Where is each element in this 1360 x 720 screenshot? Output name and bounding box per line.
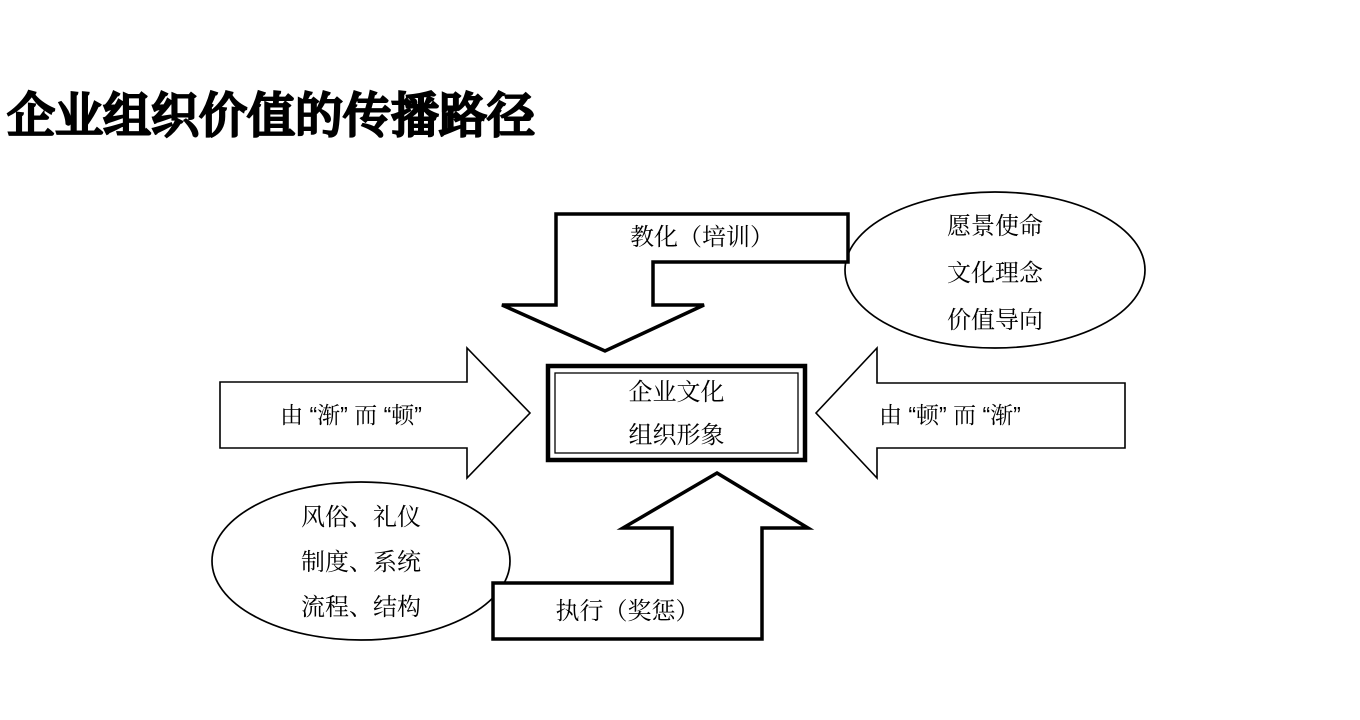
left-arrow-label: 由 “渐” 而 “顿” [280, 401, 422, 428]
top-arrow-label: 教化（培训） [630, 224, 774, 251]
vision-ellipse-line-3: 价值导向 [947, 307, 1043, 334]
center-box [548, 371, 805, 457]
bottom-arrow-label: 执行（奖惩） [555, 597, 700, 625]
center-box-line-1: 企业文化 [628, 379, 725, 406]
right-arrow-label: 由 “顿” 而 “渐” [879, 402, 1021, 428]
vision-ellipse-line-2: 文化理念 [947, 260, 1043, 287]
customs-ellipse-line-2: 制度、系统 [301, 549, 421, 576]
vision-ellipse [845, 203, 1145, 344]
customs-ellipse-line-3: 流程、结构 [301, 594, 421, 621]
customs-ellipse-line-1: 风俗、礼仪 [301, 504, 421, 531]
center-box-line-2: 组织形象 [628, 422, 725, 449]
customs-ellipse [212, 495, 510, 630]
page-title: 企业组织价值的传播路径 [7, 90, 536, 143]
vision-ellipse-line-1: 愿景使命 [947, 213, 1043, 240]
